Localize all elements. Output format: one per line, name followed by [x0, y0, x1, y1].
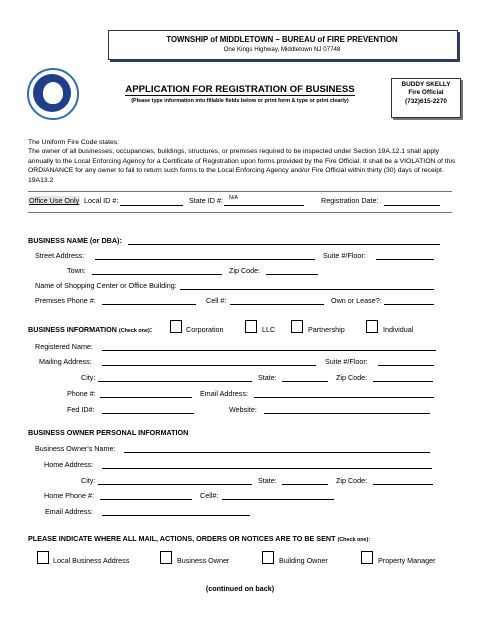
business-name-field[interactable]	[128, 244, 440, 245]
corporation-label: Corporation	[186, 325, 224, 334]
llc-checkbox[interactable]	[245, 320, 257, 333]
owner-zip-label: Zip Code:	[336, 476, 368, 485]
owner-cell-field[interactable]	[222, 499, 334, 500]
phone-field[interactable]	[100, 397, 192, 398]
premises-phone-label: Premises Phone #:	[35, 296, 96, 305]
zip-code-field[interactable]	[266, 274, 318, 275]
individual-checkbox[interactable]	[366, 320, 378, 333]
owner-email-label: Email Address:	[45, 507, 93, 516]
mailing-address-label: Mailing Address:	[39, 357, 92, 366]
owner-state-field[interactable]	[282, 484, 328, 485]
form-subtitle: (Please type information into fillable fields below or print form & type or print clearly)	[131, 98, 349, 104]
business-owner-label: Business Owner	[177, 556, 230, 565]
bi-suite-floor-field[interactable]	[378, 365, 434, 366]
premises-phone-field[interactable]	[102, 304, 196, 305]
business-name-heading: BUSINESS NAME (or DBA):	[28, 236, 122, 245]
registered-name-field[interactable]	[102, 350, 436, 351]
official-name: BUDDY SKELLY	[401, 81, 451, 88]
owner-name-label: Business Owner's Name:	[35, 444, 116, 453]
bi-suite-floor-label: Suite #/Floor:	[325, 357, 368, 366]
building-owner-checkbox[interactable]	[262, 551, 274, 564]
own-lease-field[interactable]	[384, 304, 434, 305]
street-address-label: Street Address:	[35, 251, 85, 260]
town-label: Town:	[67, 266, 86, 275]
zip-code-label: Zip Code:	[229, 266, 261, 275]
local-id-label: Local ID #:	[84, 196, 119, 205]
phone-label: Phone #:	[67, 389, 96, 398]
cell-field[interactable]	[230, 304, 324, 305]
email-field[interactable]	[254, 397, 434, 398]
fire-official-box	[391, 78, 461, 118]
partnership-label: Partnership	[308, 325, 345, 334]
partnership-checkbox[interactable]	[291, 320, 303, 333]
state-label: State:	[258, 373, 277, 382]
registration-date-field[interactable]	[384, 205, 440, 206]
property-manager-checkbox[interactable]	[361, 551, 373, 564]
agency-address: One Kings Highway, Middletown NJ 07748	[223, 46, 341, 53]
home-phone-label: Home Phone #:	[44, 491, 94, 500]
fed-id-label: Fed ID#:	[67, 405, 95, 414]
business-owner-checkbox[interactable]	[160, 551, 172, 564]
official-role: Fire Official	[408, 89, 444, 97]
owner-city-field[interactable]	[98, 484, 252, 485]
state-id-label: State ID #:	[189, 196, 223, 205]
shopping-center-field[interactable]	[180, 289, 434, 290]
building-owner-label: Building Owner	[279, 556, 328, 565]
office-use-label: Office Use Only	[29, 196, 80, 205]
home-address-label: Home Address:	[44, 460, 94, 469]
website-field[interactable]	[264, 413, 430, 414]
local-business-label: Local Business Address	[53, 556, 130, 565]
local-business-checkbox[interactable]	[37, 551, 49, 564]
state-id-value: N/A	[229, 195, 238, 201]
intro-heading: The Uniform Fire Code states:	[28, 139, 120, 146]
owner-cell-label: Cell#:	[200, 491, 219, 500]
city-label: City:	[81, 373, 96, 382]
seal-figure	[43, 82, 63, 104]
form-title: APPLICATION FOR REGISTRATION OF BUSINESS	[125, 84, 355, 95]
fire-code-intro	[28, 138, 456, 185]
bi-zip-label: Zip Code:	[336, 373, 368, 382]
business-info-heading: BUSINESS INFORMATION (Check one):	[28, 325, 153, 334]
street-address-field[interactable]	[95, 259, 315, 260]
own-lease-label: Own or Lease?:	[331, 296, 382, 305]
fed-id-field[interactable]	[102, 413, 194, 414]
shopping-center-label: Name of Shopping Center or Office Building:	[35, 281, 177, 290]
owner-city-label: City:	[81, 476, 96, 485]
continued-note: (continued on back)	[205, 584, 275, 593]
cell-label: Cell #:	[206, 296, 227, 305]
home-address-field[interactable]	[102, 468, 432, 469]
divider	[28, 191, 452, 192]
owner-name-field[interactable]	[124, 452, 430, 453]
mail-heading: PLEASE INDICATE WHERE ALL MAIL, ACTIONS, ORDERS OR NOTICES ARE TO BE SENT (Check one):	[28, 534, 371, 543]
town-field[interactable]	[92, 274, 222, 275]
email-label: Email Address:	[200, 389, 248, 398]
mailing-address-field[interactable]	[102, 365, 316, 366]
owner-email-field[interactable]	[102, 515, 250, 516]
individual-label: Individual	[383, 325, 414, 334]
home-phone-field[interactable]	[100, 499, 192, 500]
city-field[interactable]	[98, 381, 252, 382]
state-id-field[interactable]	[224, 205, 304, 206]
official-phone: (732)615-2270	[405, 97, 447, 105]
local-id-field[interactable]	[120, 205, 183, 206]
owner-state-label: State:	[258, 476, 277, 485]
bi-zip-field[interactable]	[373, 381, 433, 382]
owner-heading: BUSINESS OWNER PERSONAL INFORMATION	[28, 428, 189, 437]
suite-floor-label: Suite #/Floor:	[323, 251, 366, 260]
llc-label: LLC	[262, 325, 276, 334]
intro-body: The owner of all businesses, occupancies, buildings, structures, or premises required to be inspected under Section 19A.12.1 shall apply annually to the Local Enforcing Agency for a Certificate of Registration upon forms provided by the Fire Official. It shall be a VIOLATION of this ORDIANANCE for any owner to fail to return such forms to the Local Enforcing Agency and/or Fire Official within thirty (30) days of receipt. 19A13.2	[28, 148, 456, 184]
registration-date-label: Registration Date:	[321, 196, 379, 205]
corporation-checkbox[interactable]	[170, 320, 182, 333]
agency-name: TOWNSHIP of MIDDLETOWN – BUREAU of FIRE PREVENTION	[166, 35, 398, 44]
owner-zip-field[interactable]	[373, 484, 433, 485]
divider	[28, 212, 452, 213]
property-manager-label: Property Manager	[378, 556, 436, 565]
suite-floor-field[interactable]	[376, 259, 434, 260]
registered-name-label: Registered Name:	[35, 342, 93, 351]
website-label: Website:	[229, 405, 257, 414]
state-field[interactable]	[282, 381, 328, 382]
